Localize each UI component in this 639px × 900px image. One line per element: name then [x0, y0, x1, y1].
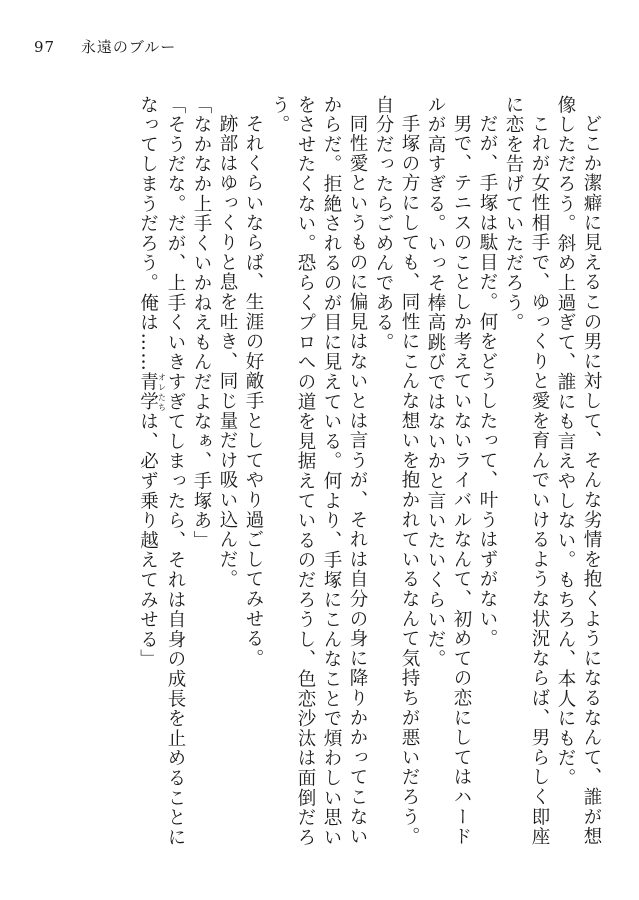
paragraph: 手塚の方にしても、同性にこんな想いを抱かれているなんて気持ちが悪いだろう。自分だったらごめんである。: [373, 95, 420, 847]
book-title: 永遠のブルー: [80, 38, 177, 56]
paragraph: 跡部はゆっくりと息を吐き、同じ量だけ吸い込んだ。: [217, 113, 238, 589]
dialogue-text: 「そうだな。だが、上手くいきすぎてしまったら、それは自身の成長を止めることになってしまうだろう。俺は……: [137, 95, 186, 848]
paragraph: どこか潔癖に見えるこの男に対して、そんな劣情を抱くようになるなんて、誰が想像しただろう。斜め上過ぎて、誰にも言えやしない。もちろん、本人にもだ。: [555, 95, 602, 847]
ruby-base: 青学: [137, 372, 159, 412]
paragraph: これが女性相手で、ゆっくりと愛を育んでいけるような状況ならば、男らしく即座に恋を告げていただろう。: [503, 95, 550, 847]
paragraph: だが、手塚は駄目だ。何をどうしたって、叶うはずがない。: [477, 113, 498, 649]
paragraph: 男で、テニスのことしか考えていないライバルなんて、初めての恋にしてはハードルが高すぎる。いっそ棒高跳びではないかと言いたいくらいだ。: [425, 95, 472, 847]
vertical-text-body: [64, 95, 604, 865]
dialogue-text: は、必ず乗り越えてみせる」: [137, 411, 159, 670]
ruby-reading: オレたち: [157, 372, 167, 412]
paragraph: 同性愛というものに偏見はないとは言うが、それは自分の身に降りかかってこないからだ。拒絶されるのが目に見えている。何より、手塚にこんなことで煩わしい思いをさせたくない。恐らくプロへの道を見据えているのだろうし、色恋沙汰は面倒だろう。: [269, 95, 368, 848]
page-number: 97: [34, 38, 56, 56]
page-header: [34, 36, 176, 57]
dialogue-line: 「なかなか上手くいかねえもんだよなぁ、手塚あ」: [191, 95, 212, 551]
ruby-annotation: [137, 372, 167, 412]
dialogue-line: [135, 95, 189, 865]
paragraph: それくらいならば、生涯の好敵手としてやり過ごしてみせる。: [243, 113, 264, 668]
